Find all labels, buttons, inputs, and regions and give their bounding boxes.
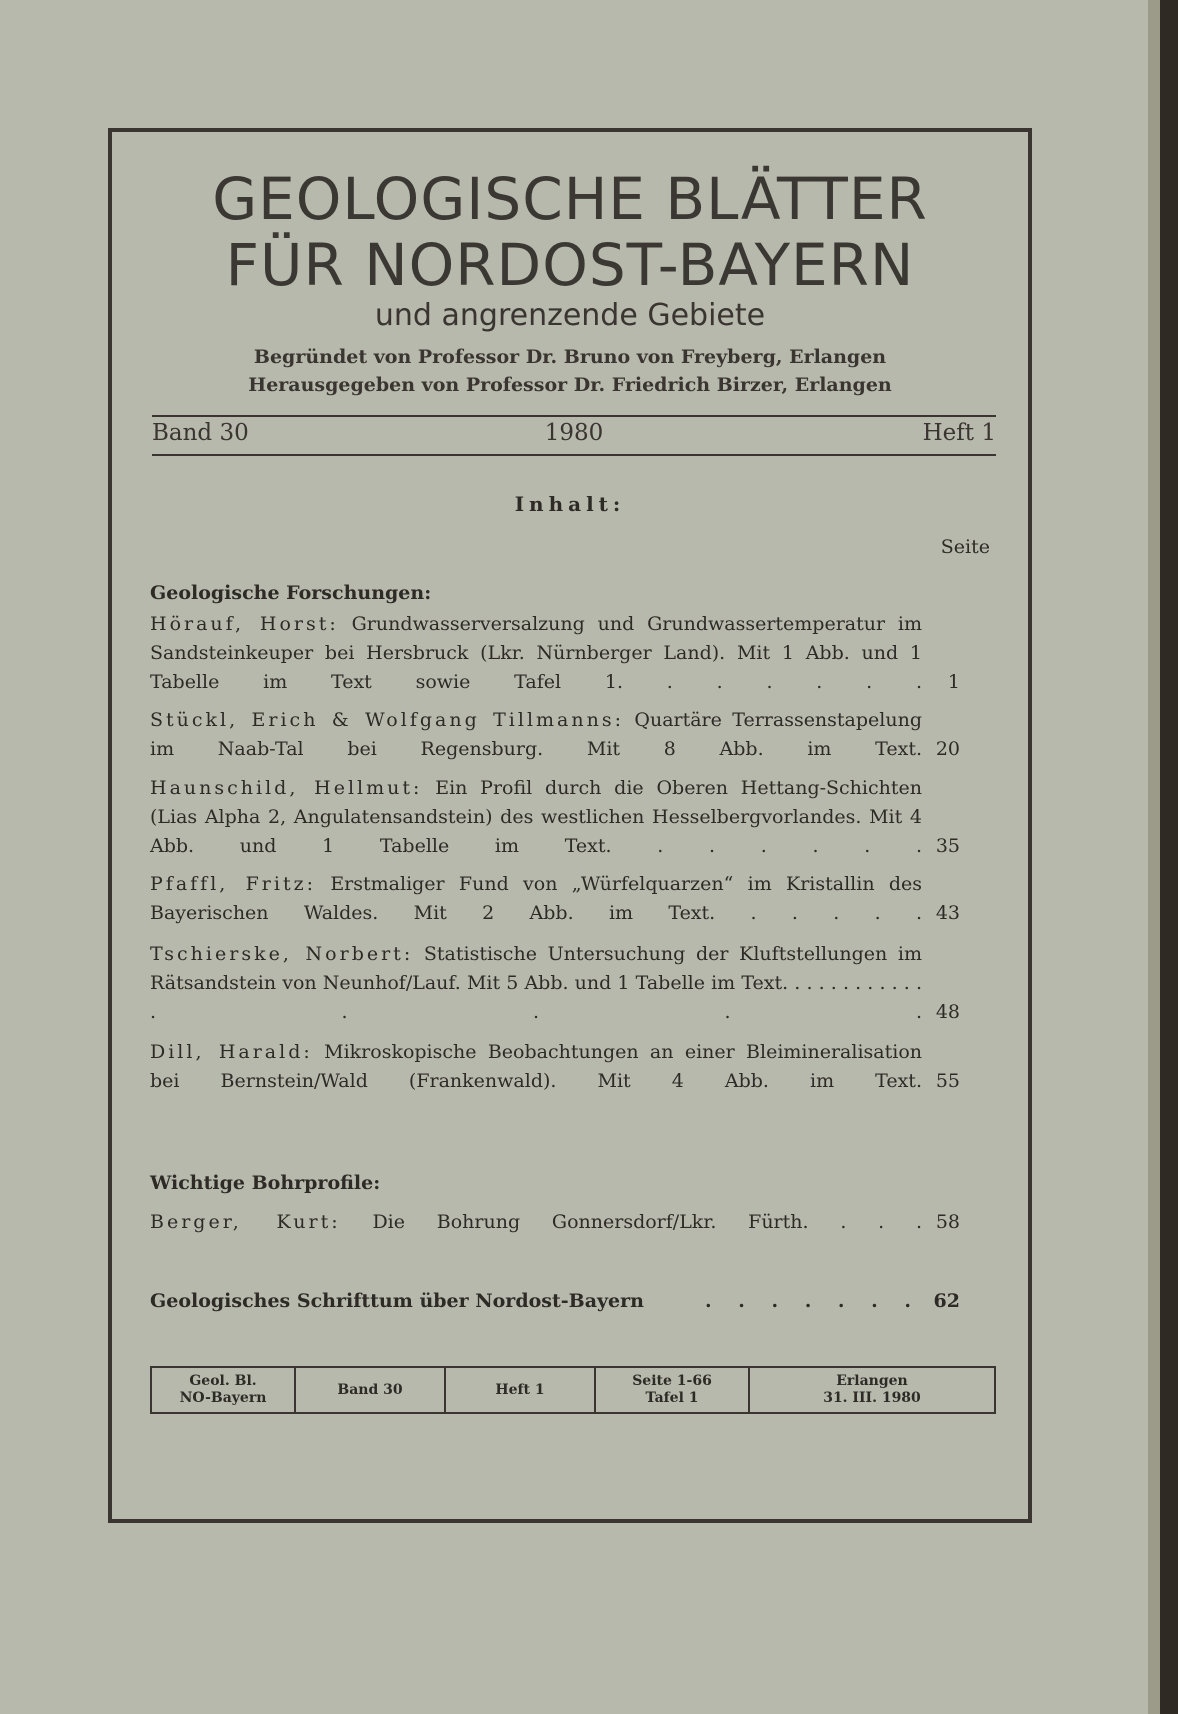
- entry-author: Dill, Harald:: [150, 1041, 313, 1063]
- scan-border: [1160, 0, 1178, 1714]
- citation-volume-text: Band 30: [337, 1381, 403, 1398]
- issue-number-label: Heft 1: [922, 420, 996, 446]
- citation-journal-text: Geol. Bl. NO-Bayern: [179, 1373, 267, 1406]
- citation-volume: [295, 1367, 445, 1413]
- entry-title: Mikroskopische Beobachtungen an einer Bleimineralisation bei Bernstein/Wald (Frankenwald). Mit 4 Abb. im Text.: [150, 1041, 922, 1092]
- divider-bottom: [152, 454, 996, 456]
- toc-entry: [150, 610, 960, 697]
- issue-info: [152, 420, 996, 452]
- entry-page: 48: [935, 1001, 960, 1023]
- entry-author: Hörauf, Horst:: [150, 613, 339, 635]
- entry-title: Statistische Untersuchung der Kluftstellungen im Rätsandstein von Neunhof/Lauf. Mit 5 Abb. und 1 Tabelle im Text. . . . . . . . . . . . . . . . .: [150, 943, 922, 1023]
- editor-credit: Herausgegeben von Professor Dr. Friedrich Birzer, Erlangen: [248, 374, 892, 396]
- citation-table: [150, 1366, 996, 1414]
- divider-top: [152, 415, 996, 417]
- citation-issue: [445, 1367, 595, 1413]
- toc-entry: [150, 1208, 960, 1237]
- entry-title: Erstmaliger Fund von „Würfelquarzen“ im Kristallin des Bayerischen Waldes. Mit 2 Abb. im Text. . . . . .: [150, 873, 922, 924]
- entry-author: Stückl, Erich & Wolfgang Tillmanns:: [150, 709, 624, 731]
- citation-issue-text: Heft 1: [495, 1381, 545, 1398]
- cover-frame: [108, 128, 1032, 1523]
- section-title: Wichtige Bohrprofile:: [150, 1172, 381, 1194]
- toc-entry: [150, 1038, 960, 1096]
- citation-pages-text: Seite 1-66 Tafel 1: [632, 1373, 712, 1406]
- entry-page: 43: [935, 902, 960, 924]
- toc-entry: [150, 870, 960, 928]
- toc-entry: [150, 774, 960, 861]
- entry-title: Die Bohrung Gonnersdorf/Lkr. Fürth. . . .: [372, 1211, 922, 1233]
- literature-leader: . . . . . . .: [705, 1290, 921, 1312]
- entry-title: Quartäre Terrassenstapelung im Naab-Tal bei Regensburg. Mit 8 Abb. im Text.: [150, 709, 923, 760]
- journal-title-line2: FÜR NORDOST-BAYERN: [225, 231, 915, 299]
- founder-credit: Begründet von Professor Dr. Bruno von Freyberg, Erlangen: [253, 346, 887, 368]
- journal-title-line1: GEOLOGISCHE BLÄTTER: [212, 165, 928, 233]
- literature-entry: [150, 1290, 960, 1312]
- toc-entry: [150, 706, 960, 764]
- volume-label: Band 30: [152, 420, 249, 446]
- entry-author: Haunschild, Hellmut:: [150, 777, 423, 799]
- contents-heading: Inhalt:: [514, 492, 626, 516]
- entry-page: 1: [947, 671, 960, 693]
- entry-page: 55: [935, 1070, 960, 1092]
- entry-author: Berger, Kurt:: [150, 1211, 341, 1233]
- section-title: Geologische Forschungen:: [150, 582, 432, 604]
- citation-place-date: [749, 1367, 995, 1413]
- entry-author: Tschierske, Norbert:: [150, 943, 414, 965]
- citation-place-date-text: Erlangen 31. III. 1980: [823, 1373, 921, 1406]
- toc-entry: [150, 940, 960, 1027]
- year-label: 1980: [544, 420, 604, 446]
- entry-page: 35: [935, 835, 960, 857]
- page-edge: [1148, 0, 1160, 1714]
- page-column-label: Seite: [940, 536, 990, 558]
- entry-page: 58: [935, 1211, 960, 1233]
- journal-subtitle: und angrenzende Gebiete: [374, 298, 766, 333]
- entry-title: Ein Profil durch die Oberen Hettang-Schichten (Lias Alpha 2, Angulatensandstein) des westlichen Hesselbergvorlandes. Mit 4 Abb. und 1 Tabelle im Text. . . . . . .: [150, 777, 922, 857]
- citation-pages: [595, 1367, 749, 1413]
- entry-title: Grundwasserversalzung und Grundwassertemperatur im Sandsteinkeuper bei Hersbruck (Lkr. Nürnberger Land). Mit 1 Abb. und 1 Tabelle im Text sowie Tafel 1. . . . . . .: [150, 613, 922, 693]
- citation-journal: [151, 1367, 295, 1413]
- literature-title: Geologisches Schrifttum über Nordost-Bayern: [150, 1290, 644, 1312]
- entry-page: 20: [935, 738, 960, 760]
- literature-page: 62: [933, 1290, 960, 1312]
- entry-author: Pfaffl, Fritz:: [150, 873, 317, 895]
